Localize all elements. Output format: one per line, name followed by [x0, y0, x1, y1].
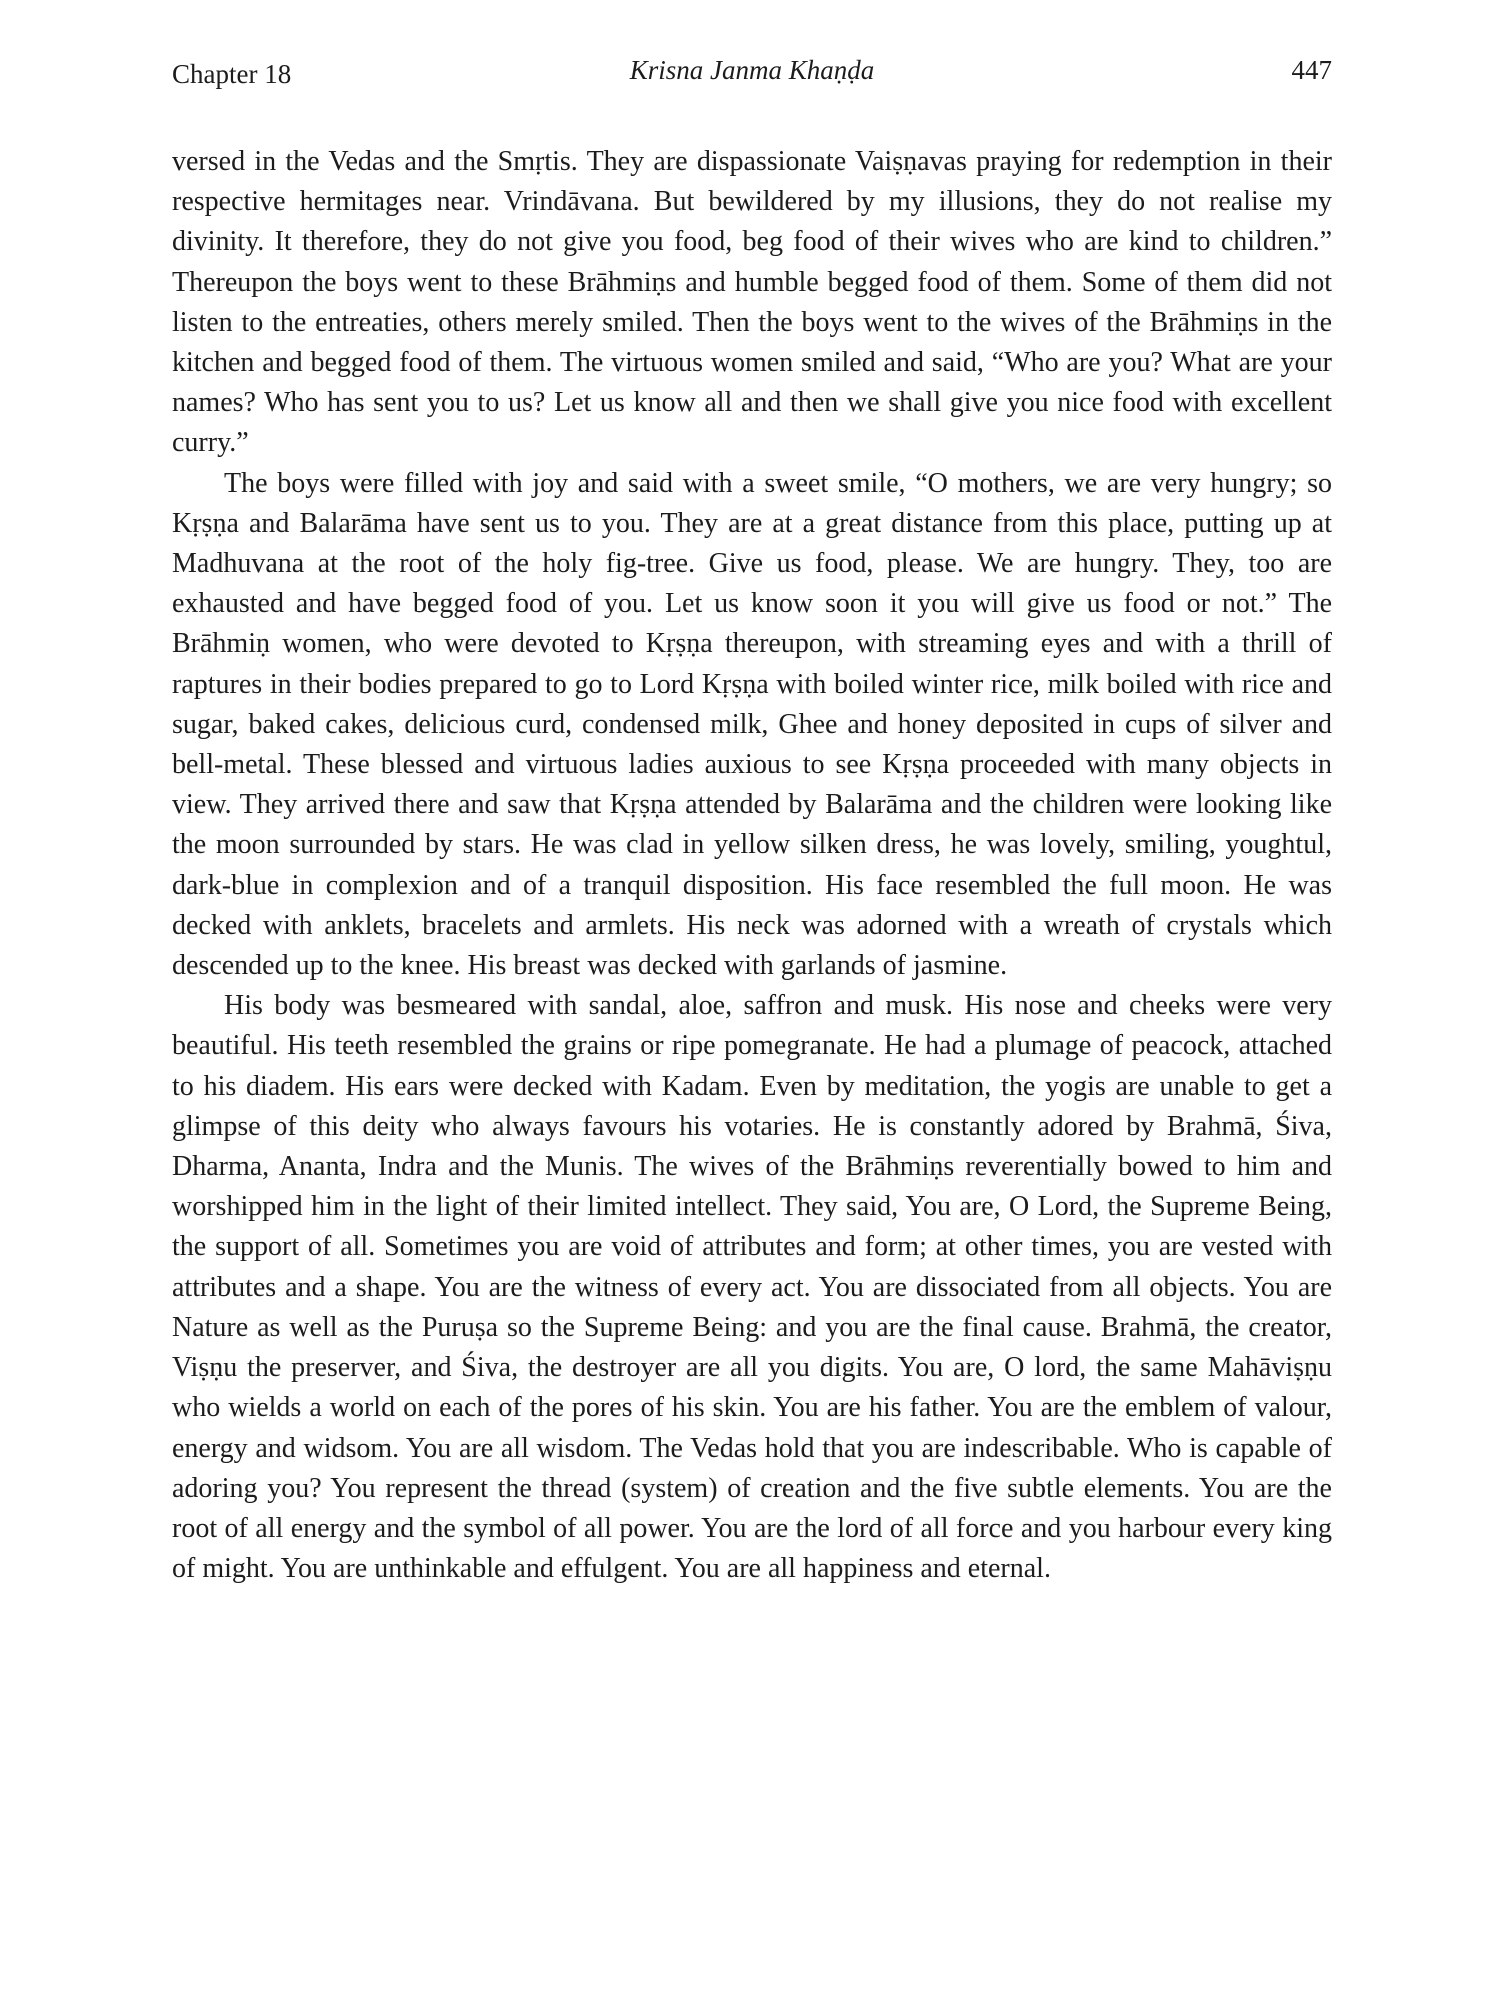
- chapter-label: Chapter 18: [172, 59, 292, 89]
- body-text: [172, 142, 1332, 1589]
- page-number: 447: [1291, 55, 1332, 85]
- paragraph-3: His body was besmeared with sandal, aloe, saffron and musk. His nose and cheeks were very beautiful. His teeth resembled the grains or ripe pomegranate. He had a plumage of peacock, attached to his diadem. His ears were decked with Kadam. Even by meditation, the yogis are unable to get a glimpse of this deity who always favours his votaries. He is constantly adored by Brahmā, Śiva, Dharma, Ananta, Indra and the Munis. The wives of the Brāhmiṇs reverentially bowed to him and worshipped him in the light of their limited intellect. They said, You are, O Lord, the Supreme Being, the support of all. Sometimes you are void of attributes and form; at other times, you are vested with attributes and a shape. You are the witness of every act. You are dissociated from all objects. You are Nature as well as the Puruṣa so the Supreme Being: and you are the final cause. Brahmā, the creator, Viṣṇu the preserver, and Śiva, the destroyer are all you digits. You are, O lord, the same Mahāviṣṇu who wields a world on each of the pores of his skin. You are his father. You are the emblem of valour, energy and widsom. You are all wisdom. The Vedas hold that you are indescribable. Who is capable of adoring you? You represent the thread (system) of creation and the five subtle elements. You are the root of all energy and the symbol of all power. You are the lord of all force and you harbour every king of might. You are unthinkable and effulgent. You are all happiness and eternal.: [172, 990, 1332, 1585]
- book-page: [172, 52, 1332, 1972]
- book-section-title: Krisna Janma Khaṇḍa: [629, 55, 875, 85]
- paragraph-2: The boys were filled with joy and said with a sweet smile, “O mothers, we are very hungry; so Kṛṣṇa and Balarāma have sent us to you. They are at a great distance from this place, putting up at Madhuvana at the root of the holy fig-tree. Give us food, please. We are hungry. They, too are exhausted and have begged food of you. Let us know soon it you will give us food or not.” The Brāhmiṇ women, who were devoted to Kṛṣṇa thereupon, with streaming eyes and with a thrill of raptures in their bodies prepared to go to Lord Kṛṣṇa with boiled winter rice, milk boiled with rice and sugar, baked cakes, delicious curd, condensed milk, Ghee and honey deposited in cups of silver and bell-metal. These blessed and virtuous ladies auxious to see Kṛṣṇa proceeded with many objects in view. They arrived there and saw that Kṛṣṇa attended by Balarāma and the children were looking like the moon surrounded by stars. He was clad in yellow silken dress, he was lovely, smiling, youghtul, dark-blue in complexion and of a tranquil disposition. His face resembled the full moon. He was decked with anklets, bracelets and armlets. His neck was adorned with a wreath of crystals which descended up to the knee. His breast was decked with garlands of jasmine.: [172, 467, 1332, 982]
- running-head: [172, 52, 1332, 96]
- paragraph-1: versed in the Vedas and the Smṛtis. They are dispassionate Vaiṣṇavas praying for redemption in their respective hermitages near. Vrindāvana. But bewildered by my illusions, they do not realise my divinity. It therefore, they do not give you food, beg food of their wives who are kind to children.” Thereupon the boys went to these Brāhmiṇs and humble begged food of them. Some of them did not listen to the entreaties, others merely smiled. Then the boys went to the wives of the Brāhmiṇs in the kitchen and begged food of them. The virtuous women smiled and said, “Who are you? What are your names? Who has sent you to us? Let us know all and then we shall give you nice food with excellent curry.”: [172, 146, 1332, 459]
